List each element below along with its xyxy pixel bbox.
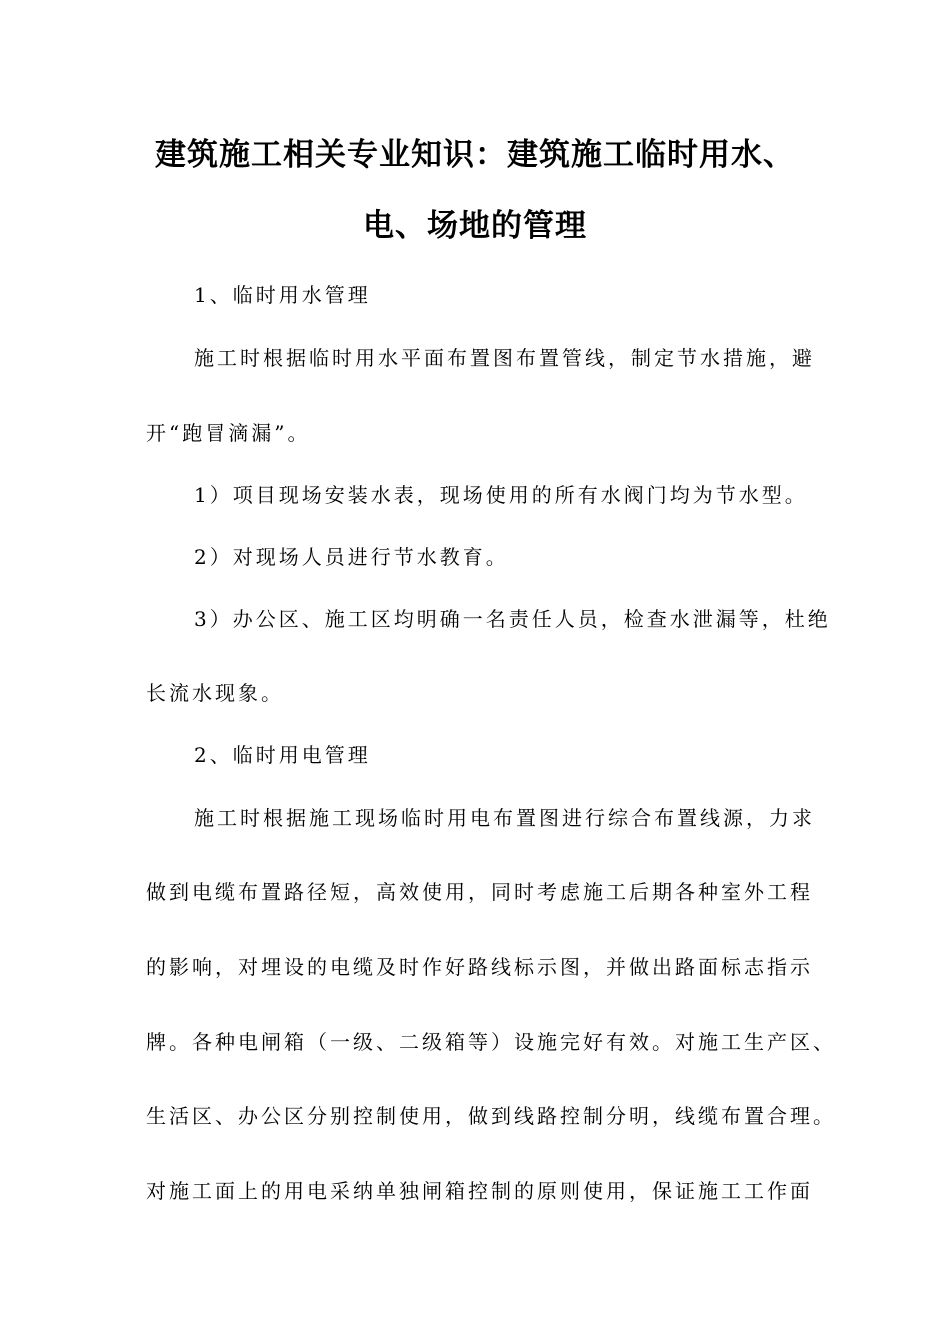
list-item-water-meter: 1）项目现场安装水表，现场使用的所有水阀门均为节水型。 — [194, 483, 808, 507]
paragraph-line: 施工时根据临时用水平面布置图布置管线，制定节水措施，避 — [194, 346, 815, 370]
paragraph-line: 对施工面上的用电采纳单独闸箱控制的原则使用，保证施工工作面 — [146, 1179, 813, 1203]
document-title-line-2: 电、场地的管理 — [363, 208, 587, 244]
paragraph-line: 生活区、办公区分别控制使用，做到线路控制分明，线缆布置合理。 — [146, 1104, 836, 1128]
list-item-education: 2）对现场人员进行节水教育。 — [194, 545, 509, 569]
paragraph-line: 做到电缆布置路径短，高效使用，同时考虑施工后期各种室外工程 — [146, 880, 813, 904]
paragraph-line: 长流水现象。 — [146, 681, 284, 705]
paragraph-line: 的影响，对埋设的电缆及时作好路线标示图，并做出路面标志指示 — [146, 955, 813, 979]
paragraph-line: 牌。各种电闸箱（一级、二级箱等）设施完好有效。对施工生产区、 — [146, 1030, 836, 1054]
list-item-responsibility: 3）办公区、施工区均明确一名责任人员，检查水泄漏等，杜绝 — [194, 607, 831, 631]
section-heading-electricity: 2、临时用电管理 — [194, 743, 371, 767]
document-title-line-1: 建筑施工相关专业知识：建筑施工临时用水、 — [155, 137, 795, 173]
paragraph-line: 开“跑冒滴漏”。 — [146, 421, 311, 445]
section-heading-water: 1、临时用水管理 — [194, 283, 371, 307]
paragraph-line: 施工时根据施工现场临时用电布置图进行综合布置线源，力求 — [194, 806, 815, 830]
